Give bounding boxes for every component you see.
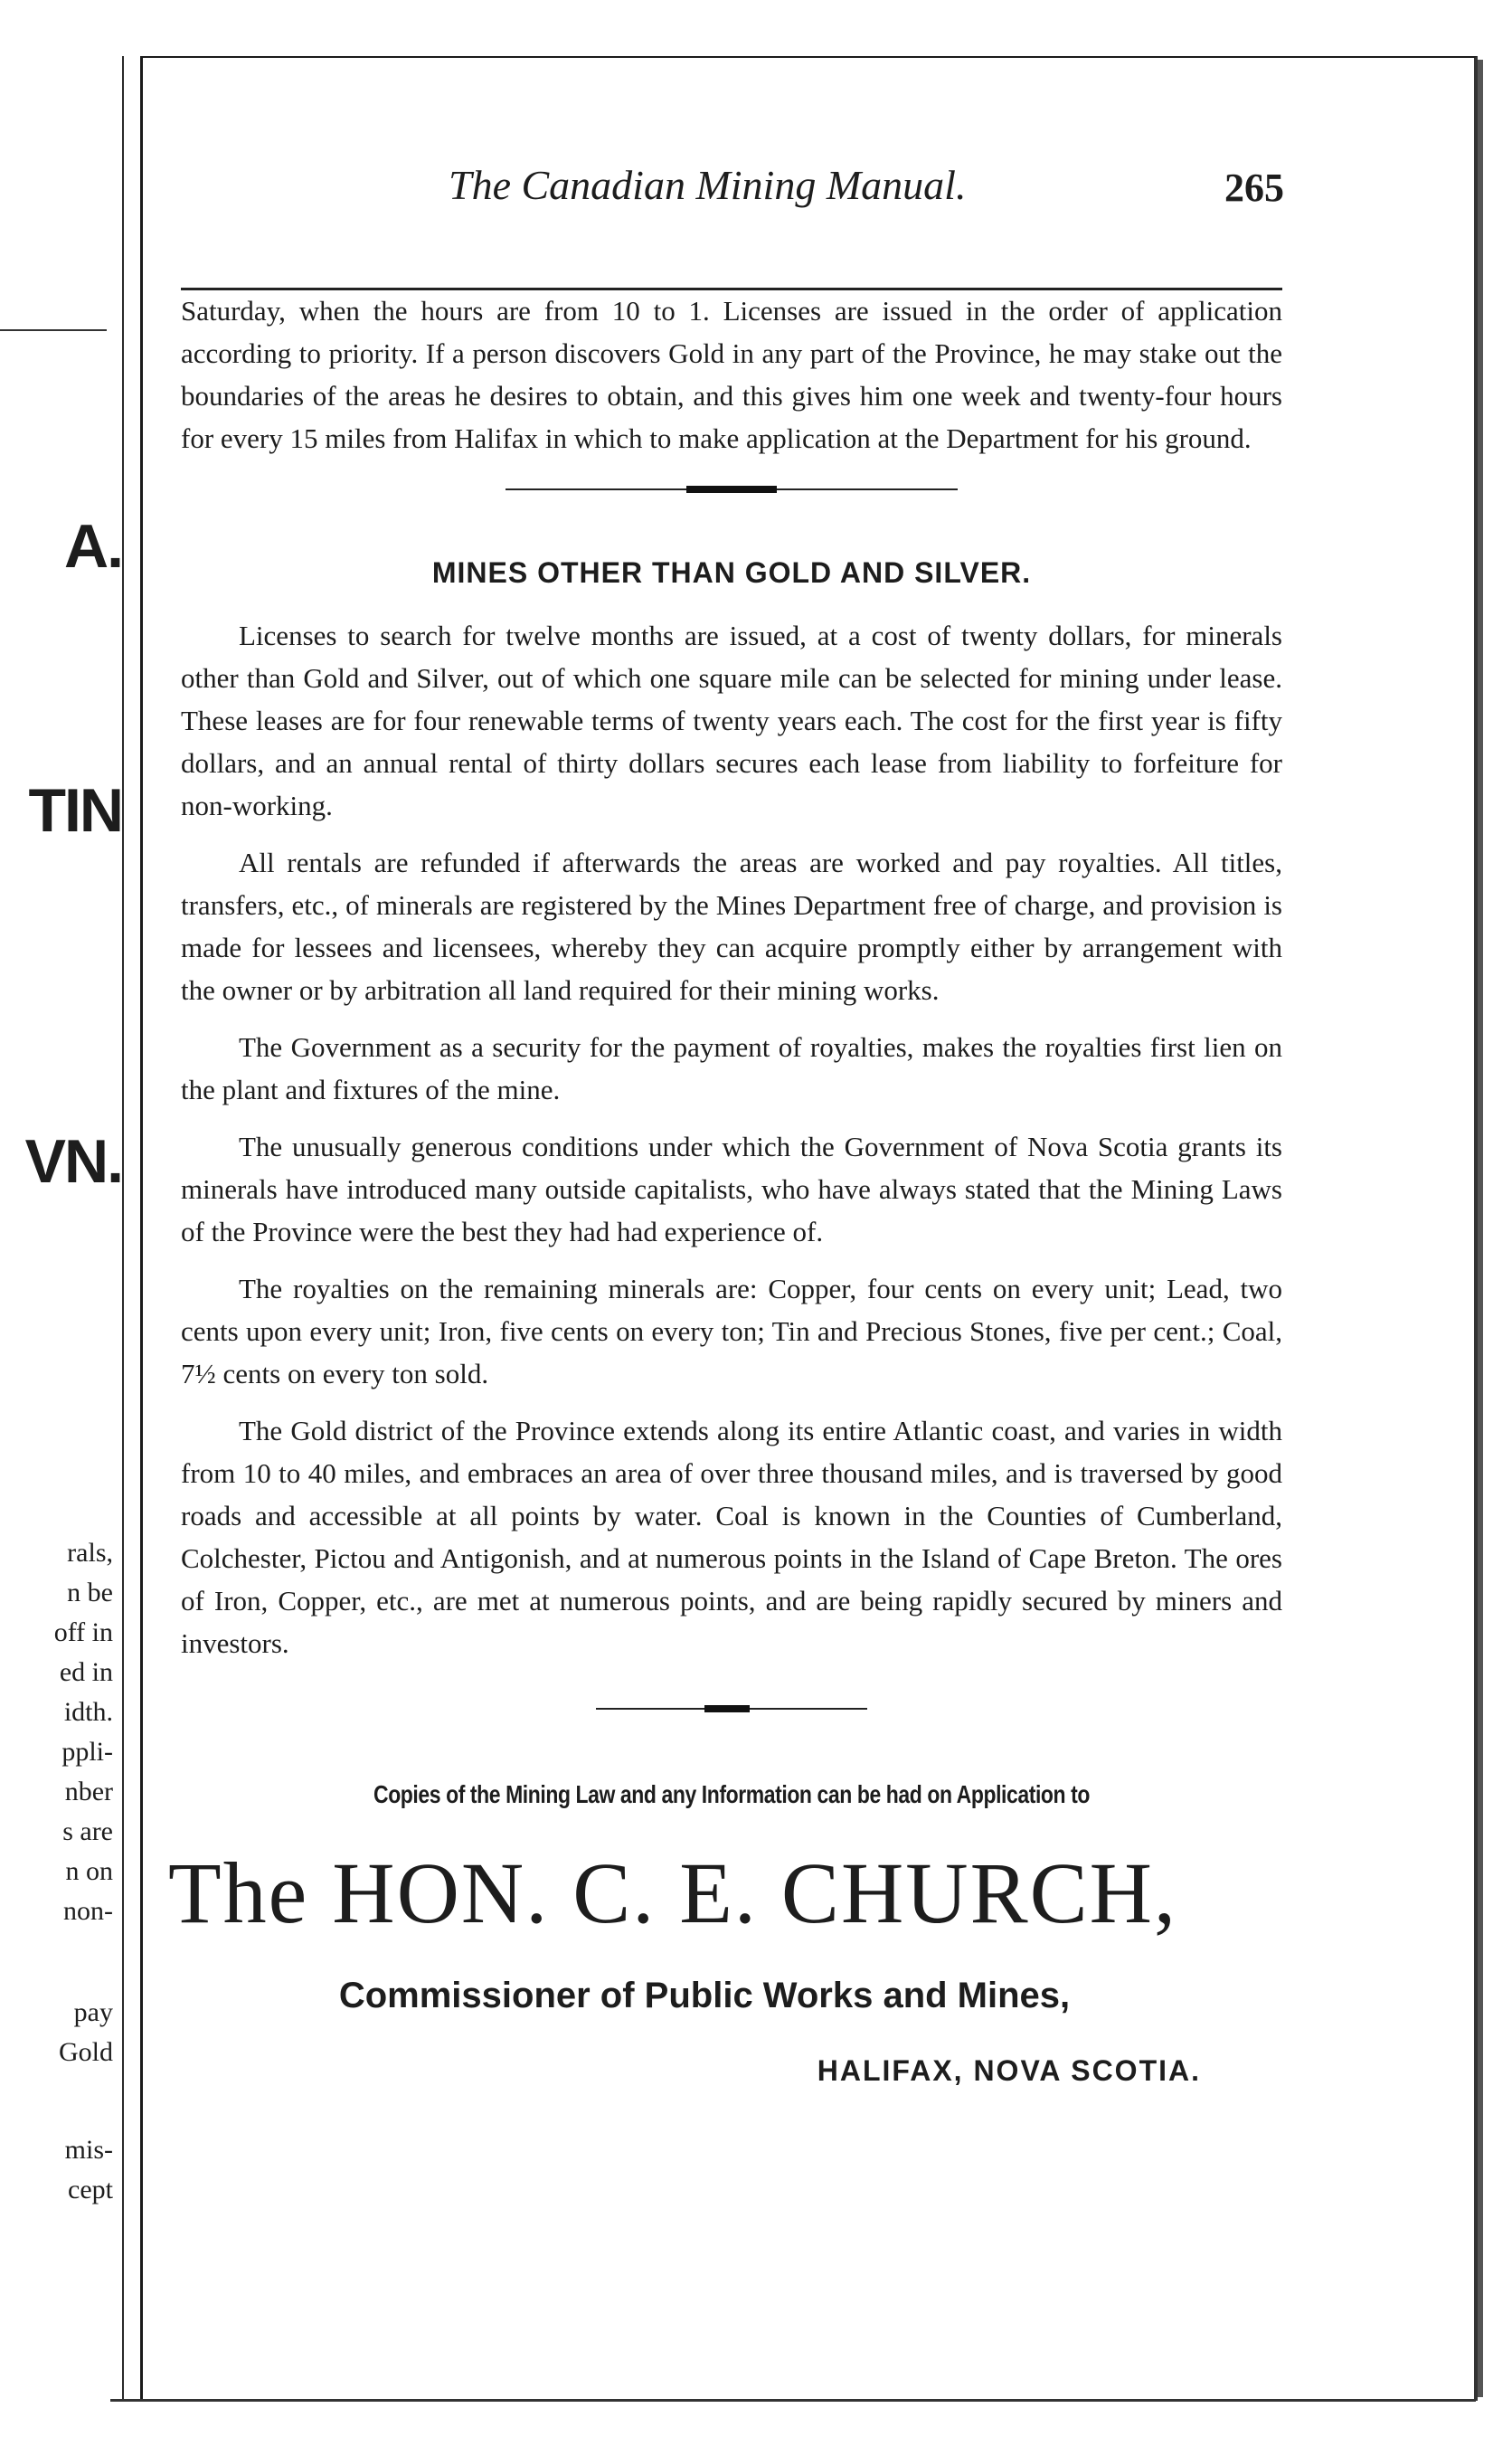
left-page-rule [0,329,107,331]
intro-paragraph: Saturday, when the hours are from 10 to 1. Licenses are issued in the order of application according to priority. If a person discovers Gold in any part of the Province, he may stake out the boundaries of the areas he desires to obtain, and this gives him one week and twenty-four hours for every 15 miles from Halifax in which to make application at the Department for his ground. [181,295,1282,454]
left-page-letters-a: A. [64,512,122,581]
ornamental-divider [506,481,958,499]
left-page-fragment [0,56,124,2399]
left-page-line: ed in [59,1657,113,1687]
left-page-line: non- [63,1896,113,1926]
page-number: 265 [1224,166,1284,210]
body-paragraph: Licenses to search for twelve months are issued, at a cost of twenty dollars, for minerals other than Gold and Silver, out of which one square mile can be selected for mining under lease. These leases are for four renewable terms of twenty years each. The cost for the first year is fifty dollars, and an annual rental of thirty dollars secures each lease from liability to forfeiture for non-working. [181,620,1282,821]
left-page-line: cept [68,2175,113,2204]
left-page-line: n on [65,1856,113,1886]
left-page-line: rals, [67,1538,113,1568]
left-page-line: off in [53,1617,113,1647]
advert-place: HALIFAX, NOVA SCOTIA. [817,2054,1201,2087]
left-page-line: mis- [64,2135,113,2165]
advert-name: The HON. C. E. CHURCH, [168,1844,1177,1941]
running-header [181,161,1284,224]
left-page-line: n be [67,1578,113,1607]
body-paragraph: The Gold district of the Province extends along its entire Atlantic coast, and varies in width from 10 to 40 miles, and embraces an area of over three thousand miles, and is traversed by good roads and accessible at all points by water. Coal is known in the Counties of Cumberland, Colchester, Pictou and Antigonish, and at numerous points in the Island of Cape Breton. The ores of Iron, Copper, etc., are met at numerous points, and are being rapidly secured by miners and investors. [181,1415,1282,1659]
left-page-letters-tin: TIN [28,776,122,845]
left-page-line: Gold [59,2037,113,2067]
left-page-line: nber [64,1777,113,1806]
body-paragraph: The unusually generous conditions under which the Government of Nova Scotia grants its minerals have introduced many outside capitalists, who have always stated that the Mining Laws of the Province were the best they had had experience of. [181,1131,1282,1247]
running-title: The Canadian Mining Manual. [449,162,967,208]
advert-title: Commissioner of Public Works and Mines, [338,1976,1071,2015]
body-paragraph: The royalties on the remaining minerals are: Copper, four cents on every unit; Lead, two cents upon every unit; Iron, five cents on every ton; Tin and Precious Stones, five per cent.; Coal, 7½ cents on every ton sold. [181,1273,1282,1389]
page-bottom-edge [110,2399,1476,2402]
left-page-line: s are [62,1816,113,1846]
body-paragraph: The Government as a security for the payment of royalties, makes the royalties first lien on the plant and fixtures of the mine. [181,1031,1282,1105]
ornamental-divider [596,1701,867,1719]
section-heading: MINES OTHER THAN GOLD AND SILVER. [431,556,1032,589]
body-paragraph: All rentals are refunded if afterwards the areas are worked and pay royalties. All titles, transfers, etc., of minerals are registered by the Mines Department free of charge, and provision is made for lessees and licensees, whereby they can acquire promptly either by arrangement with the owner or by arbitration all land required for their mining works. [181,847,1282,1006]
page-body [168,289,1282,2092]
advert-notice: Copies of the Mining Law and any Information can be had on Application to [373,1780,1090,1808]
left-page-letters-vn: VN. [24,1127,122,1196]
left-page-line: ppli- [61,1737,113,1767]
left-page-line: idth. [63,1697,113,1727]
left-page-line: pay [73,1997,113,2027]
